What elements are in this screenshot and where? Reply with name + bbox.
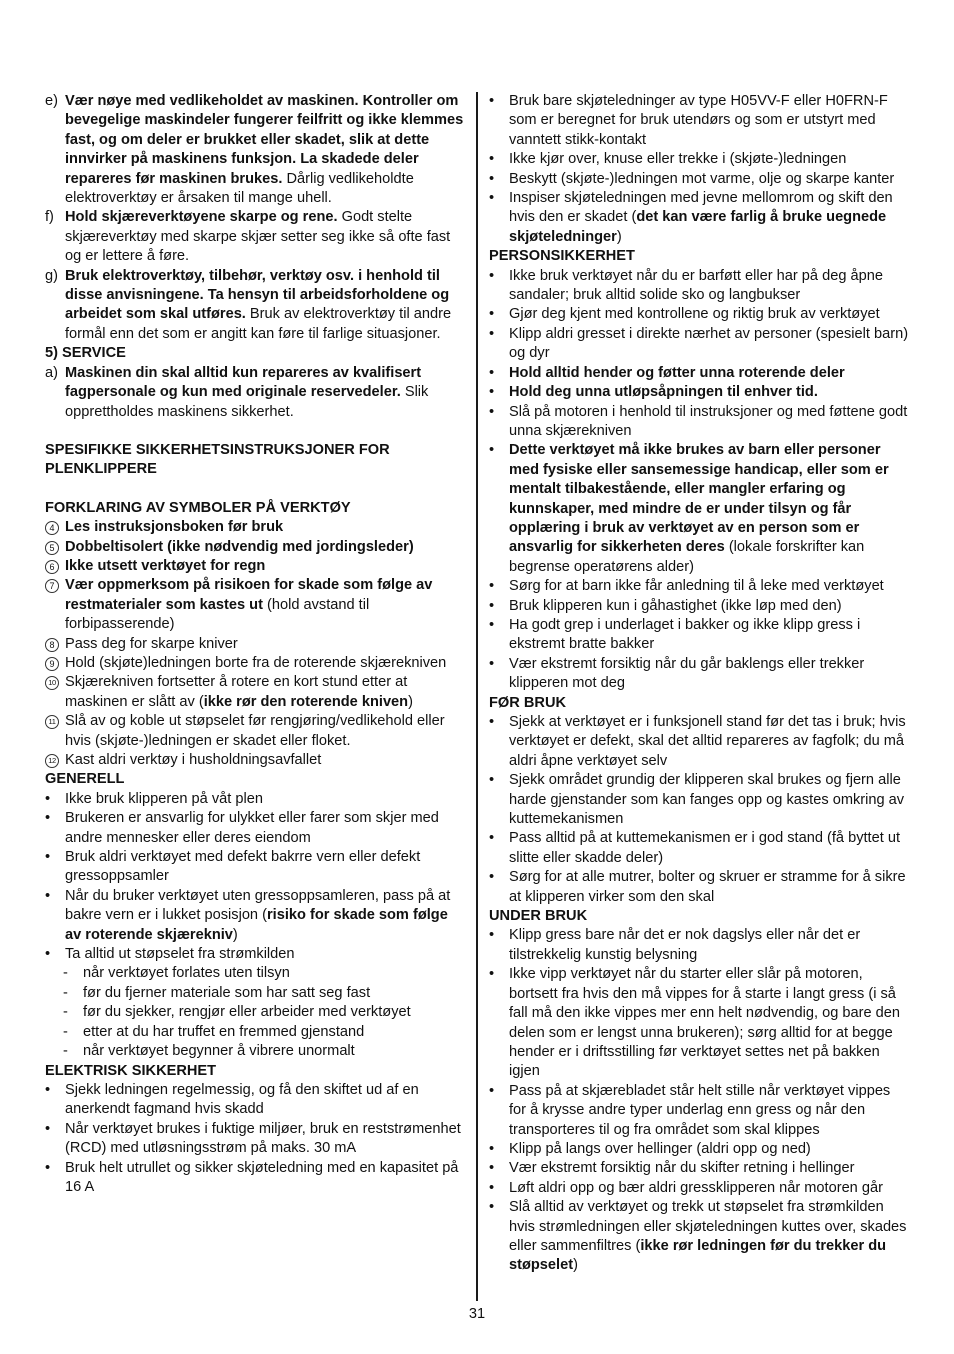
page-number: 31 xyxy=(468,1306,486,1322)
body-text: Når verktøyet brukes i fuktige miljøer, bruk en reststrømenhet (RCD) med utløsningsstrøm på maks. 30 mA xyxy=(65,1120,461,1157)
body-text: Slå av og koble ut støpselet før rengjøring/vedlikehold eller hvis (skjøte-)ledningen er skadet eller floket. xyxy=(65,713,445,749)
body-text: Pass deg for skarpe kniver xyxy=(65,635,238,652)
bullet-marker: • xyxy=(489,170,495,187)
list-item xyxy=(45,809,465,848)
body-text: ) xyxy=(232,926,238,943)
body-text: (hold avstand til forbipasserende) xyxy=(65,596,370,633)
list-item xyxy=(489,1179,911,1198)
body-text: Sjekk ledningen regelmessig, og få den skiftet ud af en anerkendt fagmand hvis skadd xyxy=(65,1081,419,1118)
bullet-marker: • xyxy=(489,306,495,323)
bullet-marker: • xyxy=(489,597,495,614)
body-text: Ikke bruk verktøyet når du er barføtt eller har på deg åpne sandaler; bruk alltid solide sko og langbukser xyxy=(509,267,883,304)
list-item xyxy=(45,208,465,266)
section-heading: UNDER BRUK xyxy=(489,908,588,925)
body-text: Ha godt grep i underlaget i bakker og ikke klipp gress i ekstremt bratte bakker xyxy=(509,616,861,653)
list-item xyxy=(489,597,911,616)
body-text: Skjærekniven fortsetter å rotere en kort stund etter at maskinen er slått av ( xyxy=(65,674,408,710)
list-item xyxy=(489,1198,911,1276)
bullet-marker: • xyxy=(489,966,495,983)
bold-text: det kan være farlig å bruke uegnede skjøteledninger xyxy=(509,209,887,245)
body-text: Klipp gress bare når det er nok dagslys eller når det er tilstrekkelig kunstig belysning xyxy=(509,927,861,963)
sub-list-item xyxy=(45,1003,465,1022)
section-heading: 5) SERVICE xyxy=(45,345,126,362)
symbol-number-icon: 7 xyxy=(45,579,59,593)
bullet-marker: • xyxy=(489,927,495,944)
symbol-item xyxy=(45,557,465,576)
bold-text: Bruk elektroverktøy, tilbehør, verktøy osv. i henhold til disse anvisningene. Ta hensyn til arbeidsforholdene og arbeidet som skal utføres. xyxy=(65,267,450,323)
body-text: Sjekk at verktøyet er i funksjonell stand før det tas i bruk; hvis verktøyet er defekt, skal det alltid repareres av fagfolk; du må aldri åpne verktøyet selv xyxy=(509,714,906,769)
bullet-marker: • xyxy=(489,616,495,633)
list-item xyxy=(489,189,911,247)
list-item xyxy=(489,616,911,655)
bold-text: Vær oppmerksom på risikoen for skade som følge av restmaterialer som kastes ut xyxy=(65,577,433,613)
body-text: Ta alltid ut støpselet fra strømkilden xyxy=(65,946,295,963)
list-item xyxy=(489,577,911,596)
body-text: ) xyxy=(408,693,413,710)
list-item xyxy=(489,150,911,169)
body-text: Vær ekstremt forsiktig når du går baklengs eller trekker klipperen mot deg xyxy=(509,655,865,692)
body-text: før du sjekker, rengjør eller arbeider med verktøyet xyxy=(83,1004,411,1021)
list-item xyxy=(45,1120,465,1159)
symbol-number-icon: 12 xyxy=(45,754,59,768)
body-text: Slå alltid av verktøyet og trekk ut støpselet fra strømkilden hvis strømledningen eller skjøteledningen kuttes over, skades eller sammenfiltres ( xyxy=(509,1199,907,1254)
list-item xyxy=(45,364,465,422)
bullet-marker: • xyxy=(45,1081,51,1098)
right-column xyxy=(489,92,911,1276)
section-heading: FORKLARING AV SYMBOLER PÅ VERKTØY xyxy=(45,499,351,516)
list-item xyxy=(489,170,911,189)
body-text: Gjør deg kjent med kontrollene og riktig bruk av verktøyet xyxy=(509,306,880,323)
section-heading: GENERELL xyxy=(45,771,125,788)
list-item xyxy=(489,965,911,1081)
left-column xyxy=(45,92,465,1197)
symbol-item xyxy=(45,673,465,712)
symbol-item xyxy=(45,635,465,654)
bullet-marker: • xyxy=(489,1082,495,1099)
body-text: ) xyxy=(616,228,622,245)
body-text: Ikke kjør over, knuse eller trekke i (skjøte-)ledningen xyxy=(509,151,847,168)
bullet-marker: • xyxy=(489,267,495,284)
sub-list-item xyxy=(45,964,465,983)
dash-marker: - xyxy=(63,1043,68,1060)
body-text: Dårlig vedlikeholdte elektroverktøy er årsaken til mange uhell. xyxy=(65,170,414,207)
list-item xyxy=(489,92,911,150)
body-text: Bruk bare skjøteledninger av type H05VV-F eller H0FRN-F som er beregnet for bruk utendørs og som er utstyrt med vanntett stikk-kontakt xyxy=(509,93,888,148)
list-item xyxy=(489,383,911,402)
symbol-item xyxy=(45,538,465,557)
list-item xyxy=(489,403,911,442)
body-text: Ikke bruk klipperen på våt plen xyxy=(65,790,263,807)
section-heading: FØR BRUK xyxy=(489,694,567,711)
list-item xyxy=(45,790,465,809)
body-text: Sørg for at barn ikke får anledning til å leke med verktøyet xyxy=(509,578,884,595)
symbol-number-icon: 11 xyxy=(45,715,59,729)
bold-text: Maskinen din skal alltid kun repareres av kvalifisert fagpersonale og kun med originale reservedeler. xyxy=(65,364,422,401)
symbol-item xyxy=(45,654,465,673)
bullet-marker: • xyxy=(45,790,51,807)
bold-text: risiko for skade som følge av roterende skjærekniv xyxy=(65,907,448,943)
list-item xyxy=(489,868,911,907)
bullet-marker: • xyxy=(489,830,495,847)
bold-text: Hold skjæreverktøyene skarpe og rene. xyxy=(65,209,338,226)
symbol-item xyxy=(45,518,465,537)
bullet-marker: • xyxy=(489,1179,495,1196)
bold-text: ikke rør den roterende kniven xyxy=(203,693,409,710)
list-item xyxy=(489,829,911,868)
bullet-marker: • xyxy=(45,946,51,963)
body-text: etter at du har truffet en fremmed gjenstand xyxy=(83,1023,365,1040)
sub-list-item xyxy=(45,984,465,1003)
bold-text: Ikke utsett verktøyet for regn xyxy=(65,557,266,574)
body-text: Sjekk området grundig der klipperen skal brukes og fjern alle harde gjenstander som kan fanges opp og kastes omkring av kuttemekanismen xyxy=(509,772,905,828)
list-item xyxy=(45,1159,465,1198)
body-text: Slik opprettholdes maskinens sikkerhet. xyxy=(65,384,429,420)
body-text: Vær ekstremt forsiktig når du skifter retning i hellinger xyxy=(509,1160,855,1177)
list-item xyxy=(489,1159,911,1178)
bullet-marker: • xyxy=(45,887,51,904)
section-heading: ELEKTRISK SIKKERHET xyxy=(45,1062,217,1079)
bullet-marker: • xyxy=(489,655,495,672)
sub-list-item xyxy=(45,1023,465,1042)
body-text: Klipp på langs over hellinger (aldri opp og ned) xyxy=(509,1140,811,1157)
body-text: før du fjerner materiale som har satt seg fast xyxy=(83,984,371,1001)
bold-text: Hold deg unna utløpsåpningen til enhver tid. xyxy=(509,384,818,401)
item-label: g) xyxy=(45,267,58,284)
bullet-marker: • xyxy=(489,1199,495,1216)
bullet-marker: • xyxy=(489,1140,495,1157)
section-heading: PERSONSIKKERHET xyxy=(489,248,635,265)
body-text: Bruk av elektroverktøy til andre formål enn det som er angitt kan føre til farlige situasjoner. xyxy=(65,306,452,342)
body-text: Hold (skjøte)ledningen borte fra de roterende skjærekniven xyxy=(65,654,447,671)
list-item xyxy=(489,1140,911,1159)
bullet-marker: • xyxy=(45,810,51,827)
list-item xyxy=(489,441,911,577)
symbol-number-icon: 10 xyxy=(45,676,59,690)
list-item xyxy=(45,267,465,345)
symbol-number-icon: 6 xyxy=(45,560,59,574)
body-text: når verktøyet begynner å vibrere unormalt xyxy=(83,1043,355,1060)
bullet-marker: • xyxy=(489,869,495,886)
bullet-marker: • xyxy=(489,714,495,730)
symbol-item xyxy=(45,751,465,770)
list-item xyxy=(45,848,465,887)
symbol-number-icon: 5 xyxy=(45,541,59,555)
list-item xyxy=(489,926,911,965)
body-text: Bruk aldri verktøyet med defekt bakrre vern eller defekt gressoppsamler xyxy=(65,849,421,885)
bullet-marker: • xyxy=(489,1160,495,1177)
body-text: Inspiser skjøteledningen med jevne mellomrom og skift den hvis den er skadet ( xyxy=(509,190,893,226)
list-item xyxy=(45,92,465,208)
column-divider xyxy=(476,92,478,1301)
body-text: Kast aldri verktøy i husholdningsavfallet xyxy=(65,752,322,768)
bold-text: Dobbeltisolert (ikke nødvendig med jordingsleder) xyxy=(65,538,414,555)
list-item xyxy=(45,887,465,945)
bullet-marker: • xyxy=(45,1159,51,1176)
dash-marker: - xyxy=(63,1004,68,1021)
list-item xyxy=(489,364,911,383)
body-text: Klipp aldri gresset i direkte nærhet av personer (spesielt barn) og dyr xyxy=(509,325,909,362)
bullet-marker: • xyxy=(45,1120,51,1137)
symbol-number-icon: 4 xyxy=(45,521,59,535)
body-text: ) xyxy=(573,1257,578,1274)
symbol-item xyxy=(45,576,465,634)
body-text: (lokale forskrifter kan begrense operatørens alder) xyxy=(509,539,865,575)
body-text: Godt stelte skjæreverktøy med skarpe skjær setter seg ikke så ofte fast og er lettere å føre. xyxy=(65,209,451,265)
list-item xyxy=(45,945,465,964)
list-item xyxy=(489,325,911,364)
symbol-number-icon: 9 xyxy=(45,657,59,671)
list-item xyxy=(489,771,911,829)
list-item xyxy=(45,1081,465,1120)
dash-marker: - xyxy=(63,984,68,1001)
bullet-marker: • xyxy=(489,325,495,342)
symbol-number-icon: 8 xyxy=(45,638,59,652)
bullet-marker: • xyxy=(489,364,495,381)
body-text: Slå på motoren i henhold til instruksjoner og med føttene godt unna skjærekniven xyxy=(509,403,908,439)
item-label: e) xyxy=(45,93,58,109)
list-item xyxy=(489,1082,911,1140)
list-item xyxy=(489,267,911,306)
sub-list-item xyxy=(45,1042,465,1061)
body-text: Pass på at skjærebladet står helt stille når verktøyet vippes for å krysse andre typer underlag enn gress og når den transporteres til og fra området som skal klippes xyxy=(509,1082,891,1138)
bold-text: Hold alltid hender og føtter unna roterende deler xyxy=(509,364,845,381)
bold-text: Vær nøye med vedlikeholdet av maskinen. Kontroller om bevegelige maskindeler fungerer feilfritt og ikke klemmes fast, og om deler er brukket eller skadet, slik at dette innvirker på maskinens funksjon. La skadede deler repareres før maskinen brukes. xyxy=(65,93,464,187)
body-text: Pass alltid på at kuttemekanismen er i god stand (få byttet ut slitte eller skadde deler) xyxy=(509,830,900,866)
body-text: Ikke vipp verktøyet når du starter eller slår på motoren, bortsett fra hvis den må vippes for å starte i langt gress (i så fall må den ikke vippes mer enn helt nødvendig, og bare den delen som er lengst unna brukeren); sørg alltid for at begge hender er i driftsstilling før verktøyet settes net på bakken igjen xyxy=(509,966,901,1080)
body-text: Bruk klipperen kun i gåhastighet (ikke løp med den) xyxy=(509,597,842,614)
bold-text: Dette verktøyet må ikke brukes av barn eller personer med fysiske eller sansemessige handicap, eller som er mentalt tilbakestående, eller mangler erfaring og kunnskaper, med mindre de er under tilsyn og får opplæring i bruk av verktøyet av en person som er ansvarlig for sikkerheten deres xyxy=(509,442,889,556)
symbol-item xyxy=(45,712,465,751)
dash-marker: - xyxy=(63,965,68,982)
bold-text: Les instruksjonsboken før bruk xyxy=(65,519,284,536)
body-text: Løft aldri opp og bær aldri gressklipperen når motoren går xyxy=(509,1179,883,1196)
body-text: Sørg for at alle mutrer, bolter og skruer er stramme for å sikre at klipperen virker som den skal xyxy=(509,869,906,905)
bullet-marker: • xyxy=(489,442,495,459)
body-text: Når du bruker verktøyet uten gressoppsamleren, pass på at bakre vern er i lukket posisjon ( xyxy=(65,887,451,924)
list-item xyxy=(489,713,911,771)
section-spacer xyxy=(45,480,465,499)
list-item xyxy=(489,655,911,694)
bullet-marker: • xyxy=(489,151,495,168)
section-heading: SPESIFIKKE SIKKERHETSINSTRUKSJONER FOR PLENKLIPPERE xyxy=(45,441,390,478)
bullet-marker: • xyxy=(489,384,495,401)
bullet-marker: • xyxy=(489,403,495,420)
section-spacer xyxy=(45,422,465,441)
bullet-marker: • xyxy=(489,190,495,207)
list-item xyxy=(489,305,911,324)
body-text: Bruk helt utrullet og sikker skjøteledning med en kapasitet på 16 A xyxy=(65,1159,459,1195)
bullet-marker: • xyxy=(489,578,495,595)
dash-marker: - xyxy=(63,1023,68,1040)
bullet-marker: • xyxy=(45,849,51,866)
item-label: f) xyxy=(45,209,54,226)
item-label: a) xyxy=(45,364,58,381)
bold-text: ikke rør ledningen før du trekker du støpselet xyxy=(509,1237,887,1274)
bullet-marker: • xyxy=(489,93,495,109)
bullet-marker: • xyxy=(489,772,495,789)
body-text: Beskytt (skjøte-)ledningen mot varme, olje og skarpe kanter xyxy=(509,170,895,187)
body-text: når verktøyet forlates uten tilsyn xyxy=(83,965,290,982)
body-text: Brukeren er ansvarlig for ulykket eller farer som skjer med andre mennesker eller deres eiendom xyxy=(65,810,439,846)
